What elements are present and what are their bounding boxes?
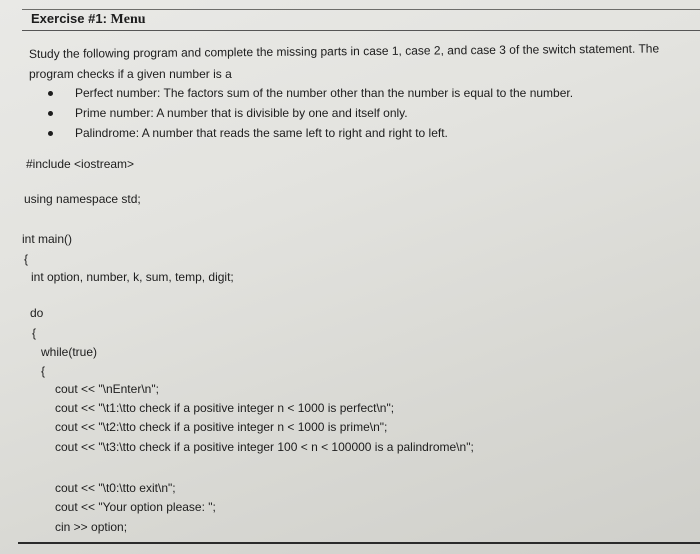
code-while: while(true) [41, 345, 98, 359]
code-brace-do: { [32, 326, 37, 340]
code-brace-main: { [24, 252, 29, 266]
bullet-text: Perfect number: The factors sum of the number other than the number is equal to the number. [75, 86, 574, 100]
code-cout-enter: cout << "\nEnter\n"; [55, 382, 159, 396]
menu-label: Menu [110, 12, 146, 27]
bullet-prime [48, 103, 573, 123]
definition-list [48, 83, 573, 143]
code-do: do [30, 306, 44, 320]
bullet-perfect [48, 83, 573, 103]
code-declarations: int option, number, k, sum, temp, digit; [31, 270, 234, 284]
code-cout-prompt: cout << "Your option please: "; [55, 500, 216, 514]
bullet-dot-icon [48, 91, 53, 96]
code-include: #include <iostream> [26, 157, 135, 171]
bullet-dot-icon [48, 111, 53, 116]
code-using: using namespace std; [24, 192, 141, 206]
code-cout-option-1: cout << "\t1:\tto check if a positive integer n < 1000 is perfect\n"; [55, 401, 395, 415]
code-main-signature: int main() [22, 232, 73, 246]
bullet-dot-icon [48, 131, 53, 136]
title-rule [22, 30, 700, 31]
code-cin-option: cin >> option; [55, 520, 128, 534]
bullet-palindrome [48, 123, 573, 143]
code-cout-option-0: cout << "\t0:\tto exit\n"; [55, 481, 176, 495]
exercise-label: Exercise #1: [31, 11, 111, 26]
bottom-rule [18, 542, 700, 544]
code-cout-option-2: cout << "\t2:\tto check if a positive integer n < 1000 is prime\n"; [55, 420, 388, 434]
code-cout-option-3: cout << "\t3:\tto check if a positive integer 100 < n < 100000 is a palindrome\n"; [55, 440, 474, 454]
code-brace-while: { [41, 364, 46, 378]
intro-line-1: Study the following program and complete the missing parts in case 1, case 2, and case 3 of the switch statement. The [28, 41, 660, 61]
exercise-title [31, 11, 146, 28]
bullet-text: Prime number: A number that is divisible by one and itself only. [75, 106, 408, 120]
intro-line-2: program checks if a given number is a [29, 67, 232, 81]
bullet-text: Palindrome: A number that reads the same left to right and right to left. [75, 126, 448, 140]
top-rule [22, 9, 700, 10]
